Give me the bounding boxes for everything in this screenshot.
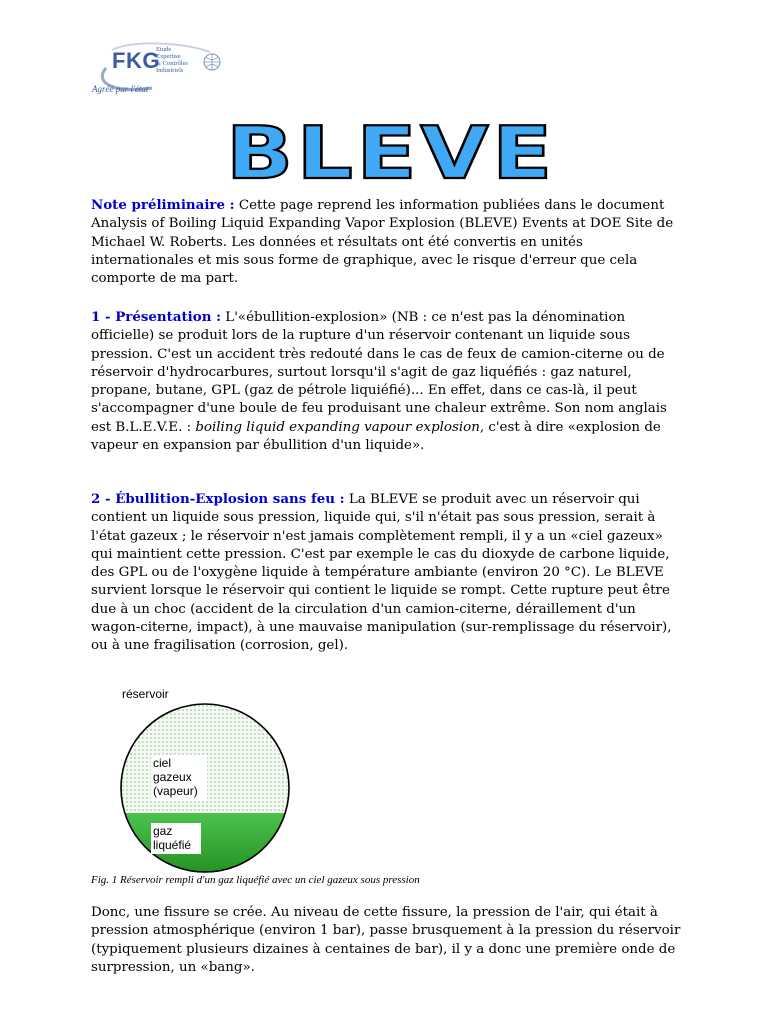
ebullition-text: La BLEVE se produit avec un réservoir qui contient un liquide sous pression, liquide qui, s'il n'était pas sous pression, serait à l'état gazeux ; le réservoir n'est jamais complètement rempli, il y a un «ciel gazeux» qui maintient cette pression. C'est par exemple le cas du dioxyde de carbone liquide, des GPL ou de l'oxygène liquide à température ambiante (environ 20 °C). Le BLEVE survient lorsque le réservoir qui contient le liquide se rompt. Cette rupture peut être due à un choc (accident de la circulation d'un camion-citerne, déraillement d'un wagon-citerne, impact), à une mauvaise manipulation (sur-remplissage du réservoir), ou à une fragilisation (corrosion, gel). <box>91 492 672 654</box>
note-text: Cette page reprend les information publiées dans le document Analysis of Boiling Liquid Expanding Vapor Explosion (BLEVE) Events at DOE Site de Michael W. Roberts. Les données et résultats ont été convertis en unités internationales et mis sous forme de graphique, avec le risque d'erreur que cela comporte de ma part. <box>91 198 674 287</box>
presentation-heading: 1 - Présentation : <box>91 309 222 325</box>
presentation-text-italic: boiling liquid expanding vapour explosion <box>195 419 480 435</box>
reservoir-figure <box>90 685 320 875</box>
ebullition-heading: 2 - Ébullition-Explosion sans feu : <box>91 491 345 507</box>
reservoir-label: réservoir <box>122 687 169 701</box>
company-logo <box>92 38 232 104</box>
fissure-text: Donc, une fissure se crée. Au niveau de cette fissure, la pression de l'air, qui était à pression atmosphérique (environ 1 bar), passe brusquement à la pression du réservoir (typiquement plusieurs dizaines à centaines de bar), il y a donc une première onde de surpression, un «bang». <box>91 905 681 975</box>
figure-caption: Fig. 1 Réservoir rempli d'un gaz liquéfié avec un ciel gazeux sous pression <box>91 874 420 886</box>
note-paragraph <box>91 196 681 288</box>
logo-subtitle: Etude Expertise & Contrôles Industriels <box>156 46 188 74</box>
liquid-label: gaz liquéfié <box>153 824 192 852</box>
logo-brand: FKG <box>112 48 160 73</box>
gas-label: ciel gazeux (vapeur) <box>153 756 198 798</box>
note-heading: Note préliminaire : <box>91 197 235 213</box>
fissure-paragraph <box>91 904 681 977</box>
ebullition-paragraph <box>91 490 681 656</box>
logo-tagline: Agréé par l'état <box>92 84 149 94</box>
presentation-text-b: , c'est à dire «explosion de vapeur en expansion par ébullition d'un liquide». <box>91 419 661 454</box>
title-text: BLEVE <box>226 111 556 195</box>
page-title <box>218 98 563 200</box>
presentation-paragraph <box>91 308 681 455</box>
presentation-text-a: L'«ébullition-explosion» (NB : ce n'est pas la dénomination officielle) se produit lors de la rupture d'un réservoir contenant un liquide sous pression. C'est un accident très redouté dans le cas de feux de camion-citerne ou de réservoir d'hydrocarbures, surtout lorsqu'il s'agit de gaz liquéfiés : gaz naturel, propane, butane, GPL (gaz de pétrole liquiéfié)... En effet, dans ce cas-là, il peut s'accompagner d'une boule de feu produisant une chaleur extrême. Son nom anglais est B.L.E.V.E. : <box>91 310 667 435</box>
liquid-region <box>90 813 320 875</box>
